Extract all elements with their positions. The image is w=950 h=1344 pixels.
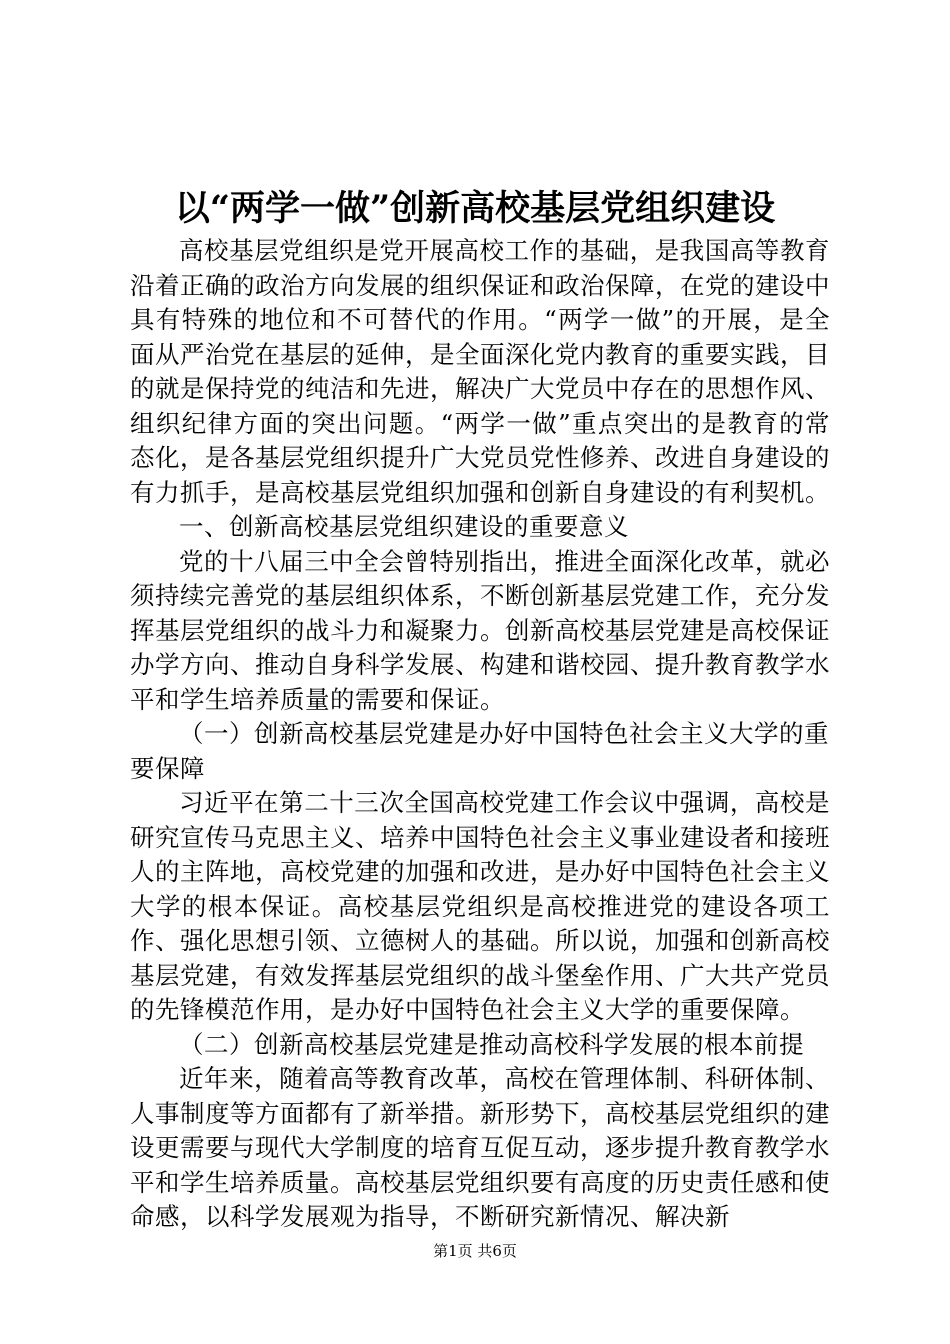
subsection-heading-1: （一）创新高校基层党建是办好中国特色社会主义大学的重要保障 xyxy=(130,719,829,783)
subsection-heading-2: （二）创新高校基层党建是推动高校科学发展的根本前提 xyxy=(179,1029,804,1059)
document-title: 以“两学一做”创新高校基层党组织建设 xyxy=(174,188,776,229)
page-number-footer: 第1页 共6页 xyxy=(433,1242,517,1260)
document-body xyxy=(130,234,830,1235)
section-1-paragraph: 党的十八届三中全会曾特别指出，推进全面深化改革，就必须持续完善党的基层组织体系，不断创新基层党建工作，充分发挥基层党组织的战斗力和凝聚力。创新高校基层党建是高校保证办学方向、推动自身科学发展、构建和谐校园、提升教育教学水平和学生培养质量的需要和保证。 xyxy=(130,546,830,714)
section-heading-1: 一、创新高校基层党组织建设的重要意义 xyxy=(179,512,629,541)
subsection-2-paragraph: 近年来，随着高等教育改革，高校在管理体制、科研体制、人事制度等方面都有了新举措。新形势下，高校基层党组织的建设更需要与现代大学制度的培育互促互动，逐步提升教育教学水平和学生培养质量。高校基层党组织要有高度的历史责任感和使命感，以科学发展观为指导，不断研究新情况、解决新 xyxy=(130,1064,830,1231)
intro-paragraph: 高校基层党组织是党开展高校工作的基础，是我国高等教育沿着正确的政治方向发展的组织保证和政治保障，在党的建设中具有特殊的地位和不可替代的作用。“两学一做”的开展，是全面从严治党在基层的延伸，是全面深化党内教育的重要实践，目的就是保持党的纯洁和先进，解决广大党员中存在的思想作风、组织纪律方面的突出问题。“两学一做”重点突出的是教育的常态化，是各基层党组织提升广大党员党性修养、改进自身建设的有力抓手，是高校基层党组织加强和创新自身建设的有利契机。 xyxy=(130,236,830,507)
subsection-1-paragraph: 习近平在第二十三次全国高校党建工作会议中强调，高校是研究宣传马克思主义、培养中国特色社会主义事业建设者和接班人的主阵地，高校党建的加强和改进，是办好中国特色社会主义大学的根本保证。高校基层党组织是高校推进党的建设各项工作、强化思想引领、立德树人的基础。所以说，加强和创新高校基层党建，有效发挥基层党组织的战斗堡垒作用、广大共产党员的先锋模范作用，是办好中国特色社会主义大学的重要保障。 xyxy=(130,788,830,1024)
